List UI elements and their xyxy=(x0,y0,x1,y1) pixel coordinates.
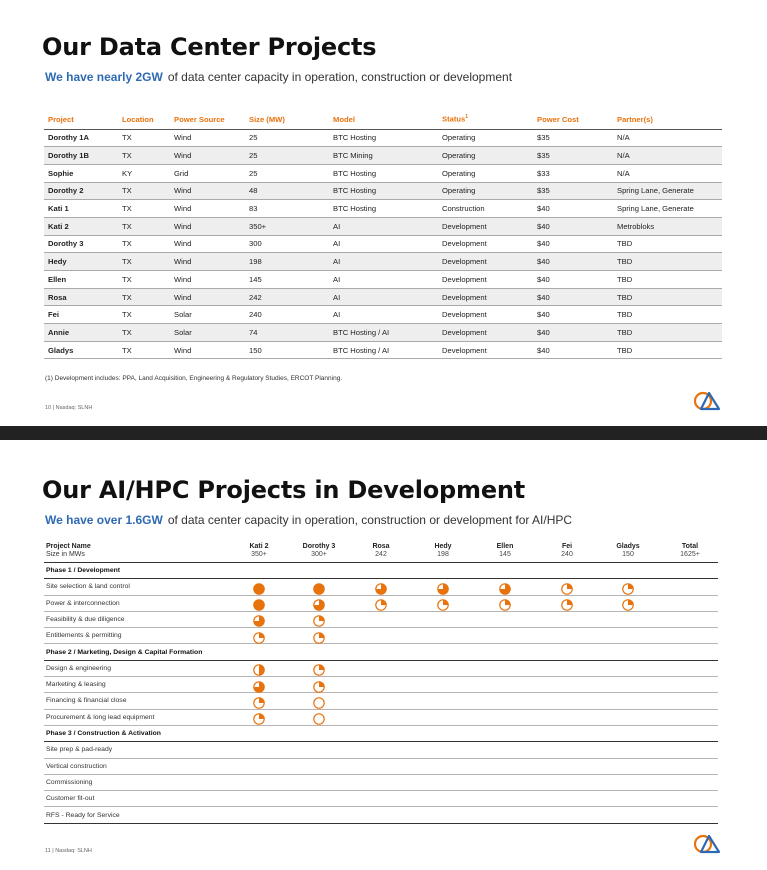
table-row xyxy=(44,324,722,342)
progress-harvey-ball-icon xyxy=(375,582,387,594)
table-row xyxy=(44,164,722,182)
cell-power-cost: $35 xyxy=(533,182,613,200)
cell-location: TX xyxy=(118,341,170,359)
cell-power-source: Wind xyxy=(170,253,245,271)
phase-header-row xyxy=(44,645,718,661)
cell-power-source: Grid xyxy=(170,164,245,182)
task-row xyxy=(44,791,718,807)
slide1-title: Our Data Center Projects xyxy=(42,33,377,61)
progress-harvey-ball-icon xyxy=(375,598,387,610)
cell-size: 350+ xyxy=(245,217,329,235)
progress-harvey-ball-icon xyxy=(313,663,325,675)
task-row xyxy=(44,759,718,775)
project-column-header xyxy=(542,543,592,559)
cell-project: Ellen xyxy=(44,271,118,289)
cell-size: 300 xyxy=(245,235,329,253)
cell-partners: Spring Lane, Generate xyxy=(613,200,722,218)
cell-location: TX xyxy=(118,253,170,271)
project-column-size: 240 xyxy=(561,551,573,558)
progress-harvey-ball-icon xyxy=(561,598,573,610)
table-row xyxy=(44,306,722,324)
cell-partners: TBD xyxy=(613,288,722,306)
cell-model: AI xyxy=(329,235,438,253)
cell-power-cost: $40 xyxy=(533,306,613,324)
cell-location: TX xyxy=(118,200,170,218)
cell-status: Development xyxy=(438,341,533,359)
cell-size: 240 xyxy=(245,306,329,324)
cell-power-cost: $40 xyxy=(533,200,613,218)
col-header-status xyxy=(438,110,533,129)
progress-harvey-ball-icon xyxy=(313,712,325,724)
cell-power-cost: $40 xyxy=(533,324,613,342)
progress-harvey-ball-icon xyxy=(622,598,634,610)
cell-power-source: Wind xyxy=(170,341,245,359)
progress-harvey-ball-icon xyxy=(313,696,325,708)
size-in-mws-label: Size in MWs xyxy=(46,551,85,558)
progress-harvey-ball-icon xyxy=(313,598,325,610)
progress-harvey-ball-icon xyxy=(313,631,325,643)
task-label: Marketing & leasing xyxy=(46,681,106,689)
cell-size: 25 xyxy=(245,147,329,165)
project-column-header xyxy=(480,543,530,559)
task-label: Vertical construction xyxy=(46,762,107,770)
col-header-size: Size (MW) xyxy=(245,110,329,129)
cell-project: Sophie xyxy=(44,164,118,182)
cell-power-cost: $35 xyxy=(533,129,613,147)
cell-status: Development xyxy=(438,217,533,235)
cell-model: AI xyxy=(329,288,438,306)
cell-power-cost: $40 xyxy=(533,288,613,306)
progress-harvey-ball-icon xyxy=(313,614,325,626)
phase-label: Phase 1 / Development xyxy=(46,567,121,574)
cell-power-cost: $40 xyxy=(533,253,613,271)
cell-project: Rosa xyxy=(44,288,118,306)
project-column-name: Rosa xyxy=(372,543,390,550)
cell-model: AI xyxy=(329,217,438,235)
col-header-partners: Partner(s) xyxy=(613,110,722,129)
col-header-model: Model xyxy=(329,110,438,129)
cell-power-cost: $40 xyxy=(533,235,613,253)
project-column-header xyxy=(603,543,653,559)
cell-model: BTC Hosting / AI xyxy=(329,324,438,342)
slide2-subtitle-text: of data center capacity in operation, construction or development for AI/HPC xyxy=(167,513,573,527)
projects-table-header xyxy=(44,110,722,129)
cell-model: BTC Hosting xyxy=(329,129,438,147)
cell-location: TX xyxy=(118,324,170,342)
cell-status: Operating xyxy=(438,182,533,200)
cell-status: Development xyxy=(438,235,533,253)
task-row xyxy=(44,742,718,758)
task-label: Feasibility & due diligence xyxy=(46,615,125,623)
cell-power-source: Wind xyxy=(170,288,245,306)
project-name-header-label: Project Name xyxy=(46,543,91,550)
cell-status: Operating xyxy=(438,164,533,182)
cell-model: BTC Hosting xyxy=(329,164,438,182)
progress-harvey-ball-icon xyxy=(499,582,511,594)
progress-harvey-ball-icon xyxy=(437,598,449,610)
cell-size: 48 xyxy=(245,182,329,200)
table-row xyxy=(44,182,722,200)
cell-model: BTC Hosting xyxy=(329,182,438,200)
task-row xyxy=(44,808,718,824)
cell-partners: TBD xyxy=(613,253,722,271)
cell-status: Construction xyxy=(438,200,533,218)
cell-project: Kati 2 xyxy=(44,217,118,235)
cell-power-source: Wind xyxy=(170,235,245,253)
slide1-page-number: 10 | Nasdaq: SLNH xyxy=(45,405,93,411)
cell-partners: TBD xyxy=(613,324,722,342)
company-logo-icon xyxy=(693,833,721,855)
cell-model: BTC Hosting / AI xyxy=(329,341,438,359)
cell-location: TX xyxy=(118,129,170,147)
cell-power-cost: $40 xyxy=(533,341,613,359)
progress-harvey-ball-icon xyxy=(253,696,265,708)
cell-partners: N/A xyxy=(613,164,722,182)
col-header-status-label: Status xyxy=(442,115,466,125)
cell-status: Operating xyxy=(438,129,533,147)
task-label: Procurement & long lead equipment xyxy=(46,713,155,721)
slide-ai-hpc-projects xyxy=(0,440,767,870)
status-footnote-marker: 1 xyxy=(465,114,468,121)
project-column-size: 242 xyxy=(375,551,387,558)
task-row xyxy=(44,612,718,628)
cell-partners: Spring Lane, Generate xyxy=(613,182,722,200)
phase-header-row xyxy=(44,726,718,742)
cell-project: Fei xyxy=(44,306,118,324)
progress-harvey-ball-icon xyxy=(622,582,634,594)
cell-size: 25 xyxy=(245,164,329,182)
cell-size: 25 xyxy=(245,129,329,147)
task-row xyxy=(44,661,718,677)
cell-partners: N/A xyxy=(613,147,722,165)
progress-harvey-ball-icon xyxy=(253,598,265,610)
progress-harvey-ball-icon xyxy=(253,631,265,643)
cell-model: AI xyxy=(329,271,438,289)
slide-data-center-projects xyxy=(0,0,767,426)
cell-location: TX xyxy=(118,271,170,289)
col-header-location: Location xyxy=(118,110,170,129)
cell-project: Gladys xyxy=(44,341,118,359)
cell-status: Development xyxy=(438,288,533,306)
col-header-power-source: Power Source xyxy=(170,110,245,129)
cell-size: 145 xyxy=(245,271,329,289)
slide1-subtitle xyxy=(45,70,512,84)
project-column-name: Hedy xyxy=(434,543,452,550)
cell-size: 150 xyxy=(245,341,329,359)
cell-power-cost: $33 xyxy=(533,164,613,182)
cell-power-source: Wind xyxy=(170,217,245,235)
task-label: Commissioning xyxy=(46,778,93,786)
progress-harvey-ball-icon xyxy=(253,680,265,692)
cell-size: 242 xyxy=(245,288,329,306)
cell-power-cost: $40 xyxy=(533,271,613,289)
cell-location: TX xyxy=(118,147,170,165)
table-row xyxy=(44,253,722,271)
cell-location: TX xyxy=(118,288,170,306)
cell-power-source: Wind xyxy=(170,147,245,165)
task-label: Site prep & pad-ready xyxy=(46,746,113,754)
cell-power-source: Solar xyxy=(170,306,245,324)
projects-table xyxy=(44,110,722,359)
cell-model: AI xyxy=(329,306,438,324)
cell-partners: TBD xyxy=(613,306,722,324)
progress-harvey-ball-icon xyxy=(313,582,325,594)
progress-harvey-ball-icon xyxy=(437,582,449,594)
slide1-footnote: (1) Development includes: PPA, Land Acquisition, Engineering & Regulatory Studies, ERCOT Planning. xyxy=(45,375,343,382)
cell-location: TX xyxy=(118,235,170,253)
cell-partners: TBD xyxy=(613,341,722,359)
project-column-name: Dorothy 3 xyxy=(302,543,336,550)
project-column-header xyxy=(356,543,406,559)
cell-power-source: Wind xyxy=(170,271,245,289)
cell-status: Operating xyxy=(438,147,533,165)
company-logo-icon xyxy=(693,390,721,412)
cell-status: Development xyxy=(438,306,533,324)
project-column-name: Kati 2 xyxy=(249,543,269,550)
task-label: Financing & financial close xyxy=(46,697,127,705)
progress-harvey-ball-icon xyxy=(561,582,573,594)
cell-size: 198 xyxy=(245,253,329,271)
cell-size: 74 xyxy=(245,324,329,342)
table-row xyxy=(44,217,722,235)
phase-label: Phase 3 / Construction & Activation xyxy=(46,730,161,737)
task-row xyxy=(44,579,718,595)
cell-power-source: Wind xyxy=(170,129,245,147)
slide-divider xyxy=(0,426,767,440)
cell-power-cost: $40 xyxy=(533,217,613,235)
task-label: Design & engineering xyxy=(46,664,111,672)
project-column-header xyxy=(665,543,715,559)
table-row xyxy=(44,200,722,218)
task-label: Power & interconnection xyxy=(46,599,120,607)
project-column-header xyxy=(294,543,344,559)
cell-power-source: Solar xyxy=(170,324,245,342)
table-row xyxy=(44,341,722,359)
progress-harvey-ball-icon xyxy=(253,614,265,626)
task-label: Site selection & land control xyxy=(46,583,130,591)
project-column-name: Total xyxy=(681,543,699,550)
project-column-size: 1625+ xyxy=(680,551,700,558)
cell-project: Dorothy 1A xyxy=(44,129,118,147)
project-column-name: Ellen xyxy=(496,543,514,550)
table-row xyxy=(44,129,722,147)
cell-power-cost: $35 xyxy=(533,147,613,165)
task-row xyxy=(44,710,718,726)
project-column-header xyxy=(418,543,468,559)
cell-location: TX xyxy=(118,182,170,200)
task-row xyxy=(44,628,718,644)
project-name-header xyxy=(46,543,91,559)
project-column-size: 150 xyxy=(622,551,634,558)
col-header-power-cost: Power Cost xyxy=(533,110,613,129)
project-column-name: Gladys xyxy=(616,543,640,550)
cell-location: TX xyxy=(118,306,170,324)
task-row xyxy=(44,596,718,612)
slide2-subtitle-highlight: We have over 1.6GW xyxy=(45,513,163,527)
slide2-page-number: 11 | Nasdaq: SLNH xyxy=(45,848,92,854)
project-column-name: Fei xyxy=(561,543,573,550)
cell-power-source: Wind xyxy=(170,200,245,218)
table-row xyxy=(44,147,722,165)
phase-label: Phase 2 / Marketing, Design & Capital Formation xyxy=(46,648,203,656)
cell-size: 83 xyxy=(245,200,329,218)
progress-harvey-ball-icon xyxy=(253,712,265,724)
cell-model: AI xyxy=(329,253,438,271)
cell-power-source: Wind xyxy=(170,182,245,200)
project-column-size: 350+ xyxy=(251,551,267,558)
project-column-size: 145 xyxy=(499,551,511,558)
progress-harvey-ball-icon xyxy=(253,663,265,675)
cell-status: Development xyxy=(438,324,533,342)
cell-project: Dorothy 1B xyxy=(44,147,118,165)
cell-partners: TBD xyxy=(613,271,722,289)
cell-model: BTC Mining xyxy=(329,147,438,165)
cell-location: KY xyxy=(118,164,170,182)
task-row xyxy=(44,775,718,791)
slide2-subtitle xyxy=(45,513,572,527)
task-label: Entitlements & permitting xyxy=(46,632,122,640)
progress-harvey-ball-icon xyxy=(499,598,511,610)
task-row xyxy=(44,693,718,709)
cell-partners: TBD xyxy=(613,235,722,253)
project-column-size: 300+ xyxy=(311,551,327,558)
col-header-project: Project xyxy=(44,110,118,129)
slide2-title: Our AI/HPC Projects in Development xyxy=(42,476,526,504)
cell-project: Hedy xyxy=(44,253,118,271)
slide1-subtitle-highlight: We have nearly 2GW xyxy=(45,70,163,84)
cell-project: Kati 1 xyxy=(44,200,118,218)
task-label: RFS - Ready for Service xyxy=(46,811,120,819)
cell-project: Dorothy 3 xyxy=(44,235,118,253)
cell-location: TX xyxy=(118,217,170,235)
task-label: Customer fit-out xyxy=(46,795,95,803)
table-row xyxy=(44,271,722,289)
table-row xyxy=(44,288,722,306)
task-row xyxy=(44,677,718,693)
progress-harvey-ball-icon xyxy=(313,680,325,692)
cell-model: BTC Hosting xyxy=(329,200,438,218)
project-column-header xyxy=(234,543,284,559)
cell-status: Development xyxy=(438,253,533,271)
cell-partners: Metrobloks xyxy=(613,217,722,235)
cell-project: Annie xyxy=(44,324,118,342)
cell-status: Development xyxy=(438,271,533,289)
phase-header-row xyxy=(44,563,718,579)
cell-project: Dorothy 2 xyxy=(44,182,118,200)
table-row xyxy=(44,235,722,253)
slide1-subtitle-text: of data center capacity in operation, construction or development xyxy=(167,70,513,84)
cell-partners: N/A xyxy=(613,129,722,147)
progress-harvey-ball-icon xyxy=(253,582,265,594)
project-column-size: 198 xyxy=(437,551,449,558)
